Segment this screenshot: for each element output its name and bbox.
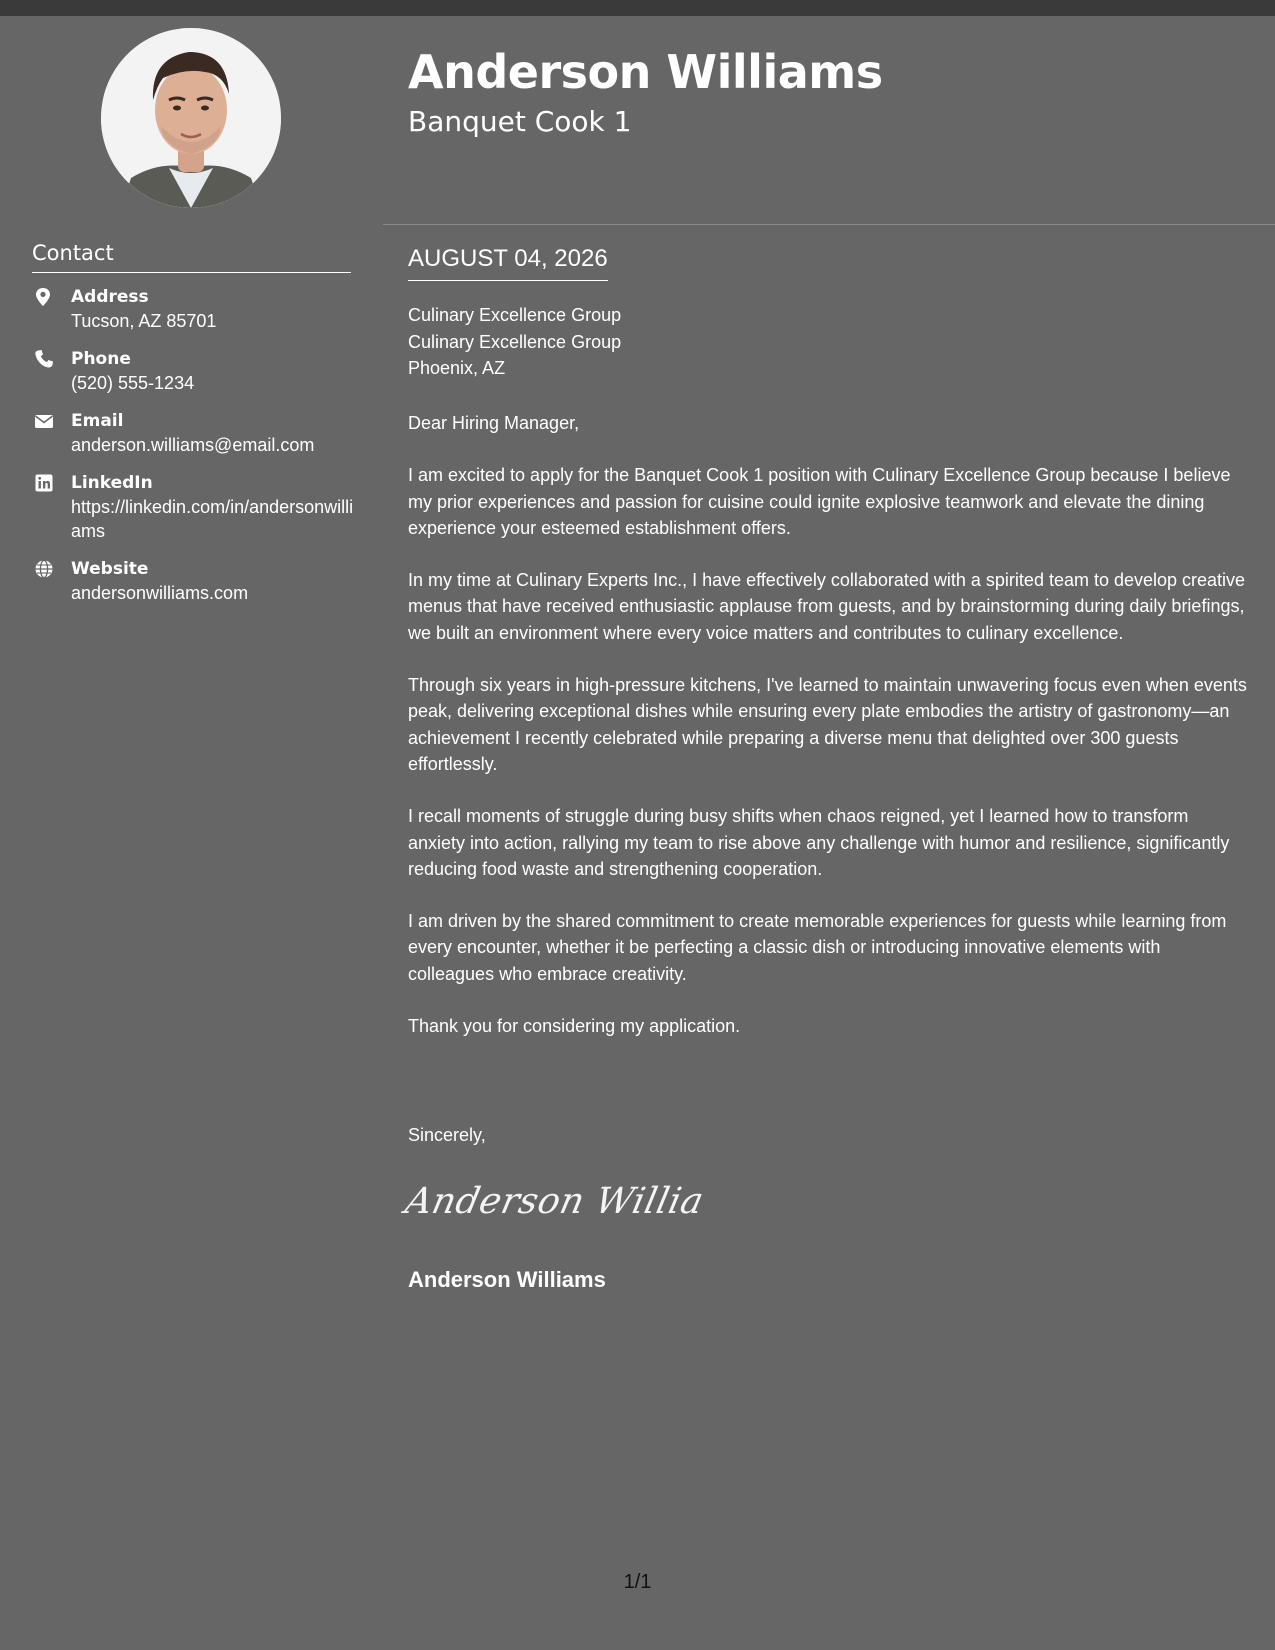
page-number: 1/1 [623,1571,652,1593]
phone-icon [34,349,54,369]
applicant-name: Anderson Williams [408,45,883,99]
recipient-line: Culinary Excellence Group [408,305,622,325]
contact-item-address [32,285,362,333]
contact-list [32,285,362,619]
phone-value: (520) 555-1234 [71,373,195,393]
top-bar [0,0,1275,16]
linkedin-value[interactable]: https://linkedin.com/in/andersonwilliams [71,497,354,541]
contact-label: Email [71,411,124,431]
letter-paragraph: In my time at Culinary Experts Inc., I have effectively collaborated with a spirited team to develop creative menus that have received enthusiastic applause from guests, and by brainstorming during daily briefings, we built an environment where every voice matters and contributes to culinary excellence. [408,570,1246,643]
contact-heading: Contact [32,240,351,273]
profile-photo [101,28,281,208]
linkedin-icon [34,473,54,493]
contact-label: Website [71,559,149,579]
salutation: Dear Hiring Manager, [408,413,580,433]
contact-item-phone [32,347,362,395]
letter-paragraph: I am excited to apply for the Banquet Cook 1 position with Culinary Excellence Group because I believe my prior experiences and passion for cuisine could ignite explosive teamwork and elevate the dining experience your esteemed establishment offers. [408,465,1231,538]
recipient-line: Culinary Excellence Group [408,331,622,352]
contact-item-email [32,409,362,457]
letter-paragraph: Thank you for considering my application. [408,1016,741,1037]
address-value: Tucson, AZ 85701 [71,311,217,331]
letter-paragraph: I am driven by the shared commitment to create memorable experiences for guests while learning from every encounter, whether it be perfecting a classic dish or introducing innovative elements with colleagues who embrace creativity. [408,911,1227,984]
contact-label: Address [71,287,149,307]
signer-name: Anderson Williams [408,1267,606,1292]
letter-paragraph: Through six years in high-pressure kitchens, I've learned to maintain unwavering focus even when events peak, delivering exceptional dishes while ensuring every plate embodies the artistry of gastronomy—an achievement I recently celebrated while preparing a diverse menu that delighted over 300 guests effortlessly. [408,675,1247,774]
letter-date: AUGUST 04, 2026 [408,244,608,281]
letter-paragraph: I recall moments of struggle during busy shifts when chaos reigned, yet I learned how to transform anxiety into action, rallying my team to rise above any challenge with humor and resilience, significantly reducing food waste and strengthening cooperation. [408,806,1230,879]
letter-body [408,410,1248,1065]
closing: Sincerely, [408,1125,486,1145]
globe-icon [34,559,54,579]
contact-item-website [32,557,362,605]
recipient-line: Phoenix, AZ [408,358,506,378]
location-pin-icon [34,287,54,307]
contact-item-linkedin [32,471,362,543]
website-value[interactable]: andersonwilliams.com [71,583,249,603]
contact-label: Phone [71,349,131,369]
email-icon [34,411,54,431]
email-value[interactable]: anderson.williams@email.com [71,435,315,455]
handwritten-signature: Anderson Willia [401,1181,708,1222]
header-divider [383,224,1275,225]
recipient-block [408,302,621,382]
job-title: Banquet Cook 1 [408,105,632,138]
contact-label: LinkedIn [71,473,153,493]
